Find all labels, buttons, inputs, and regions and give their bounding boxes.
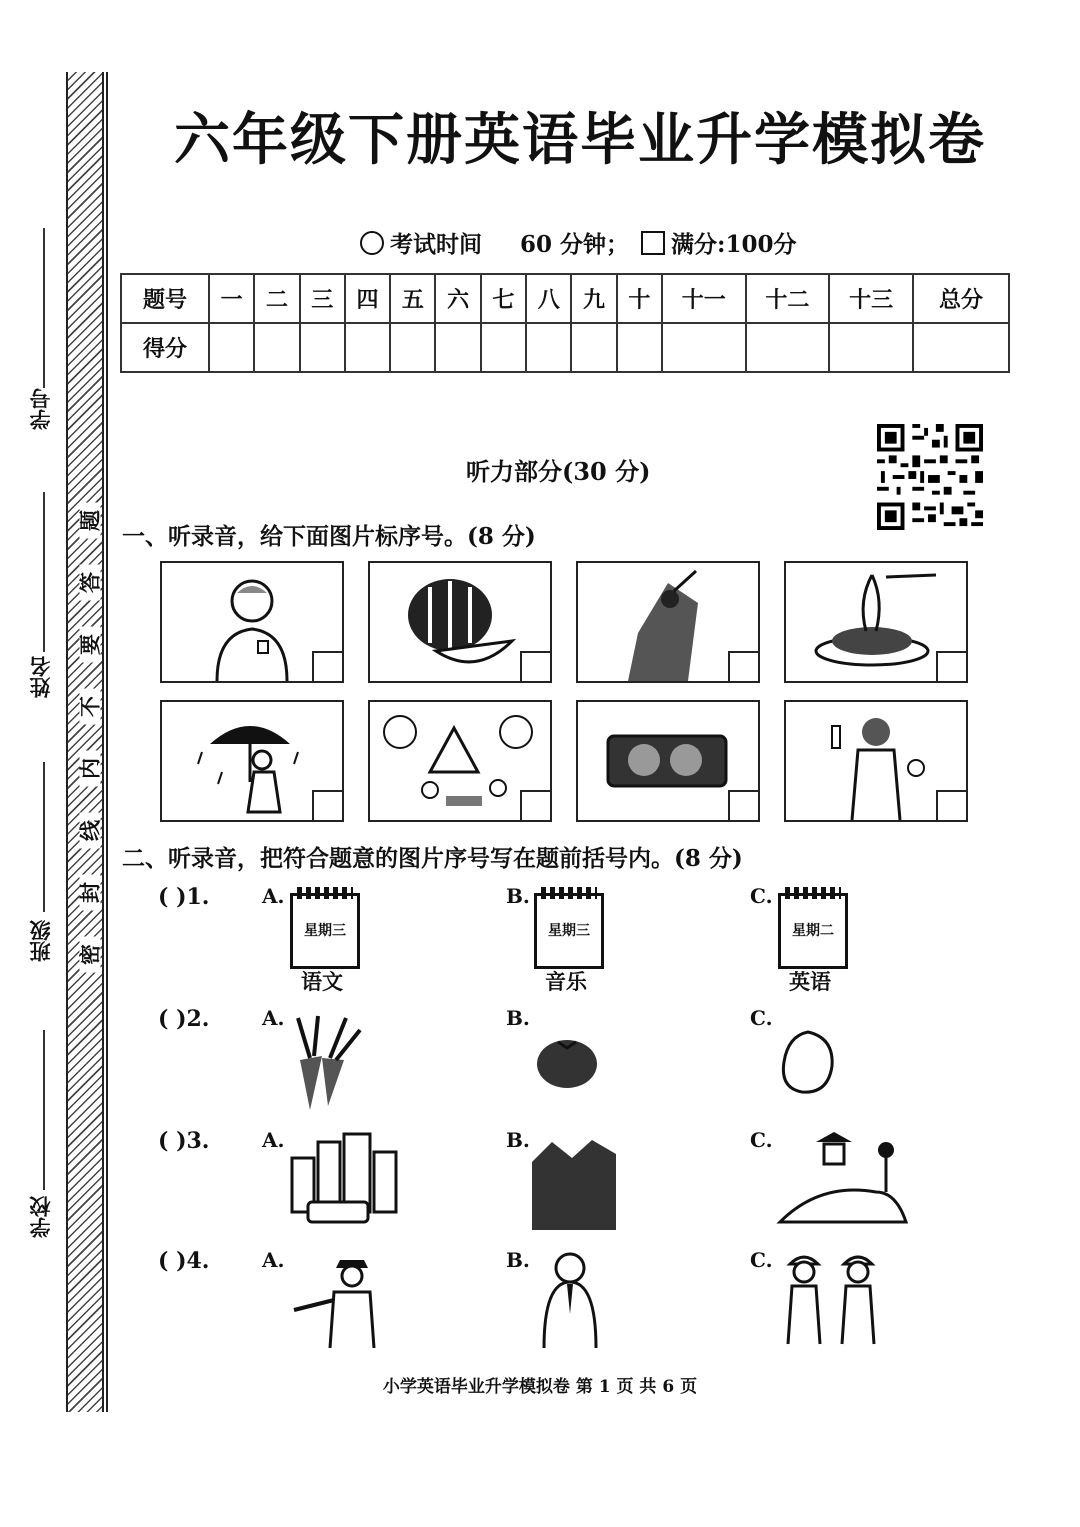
calendar-icon (290, 893, 360, 969)
time-label: 考试时间 (390, 231, 482, 258)
grandpa-picture (160, 561, 344, 683)
option-letter: A. (262, 1006, 285, 1030)
seal-char: 题 (80, 503, 101, 539)
table-cell: 三 (300, 274, 345, 323)
option-letter: B. (506, 1248, 530, 1272)
option-letter: C. (750, 884, 773, 908)
section1-title: 一、听录音，给下面图片标序号。(8 分) (122, 523, 536, 550)
score-cell[interactable] (617, 323, 662, 372)
score-cell[interactable] (435, 323, 480, 372)
calendar-day: 星期三 (304, 923, 346, 939)
answer-box[interactable] (312, 790, 342, 820)
option-letter: A. (262, 1128, 285, 1152)
class-underline (43, 762, 45, 912)
score-label: 满分:100分 (671, 231, 797, 258)
watermelon-picture (368, 561, 552, 683)
calendar-icon (534, 893, 604, 969)
noodles-picture (784, 561, 968, 683)
park-picture (776, 1132, 916, 1228)
answer-paren[interactable]: ( )1. (158, 884, 210, 910)
score-cell[interactable] (662, 323, 746, 372)
paper-icon (641, 231, 665, 255)
option-letter: B. (506, 1006, 530, 1030)
option-letter: C. (750, 1248, 773, 1272)
binding-margin-hatch (66, 72, 104, 1412)
answer-paren[interactable]: ( )2. (158, 1006, 210, 1032)
table-cell: 题号 (121, 274, 209, 323)
city-picture (288, 1132, 410, 1228)
option-letter: C. (750, 1128, 773, 1152)
answer-box[interactable] (520, 790, 550, 820)
table-cell: 八 (526, 274, 571, 323)
seal-char: 要 (80, 627, 101, 663)
seal-char: 密 (80, 937, 101, 973)
score-cell[interactable] (254, 323, 299, 372)
tomato-picture (534, 1034, 600, 1090)
option-letter: B. (506, 884, 530, 908)
table-cell: 总分 (913, 274, 1009, 323)
camping-picture (368, 700, 552, 822)
school-underline (43, 1030, 45, 1190)
score-cell[interactable] (481, 323, 526, 372)
name-underline (43, 492, 45, 652)
score-cell[interactable] (571, 323, 616, 372)
score-cell[interactable] (300, 323, 345, 372)
answer-box[interactable] (936, 651, 966, 681)
name-label: 姓名 (28, 656, 53, 698)
seal-char: 答 (80, 565, 101, 601)
seal-char: 线 (80, 813, 101, 849)
calendar-day: 星期三 (548, 923, 590, 939)
rain-umbrella-picture (160, 700, 344, 822)
clock-icon (360, 231, 384, 255)
countryside-picture (532, 1132, 616, 1230)
section2-title: 二、听录音，把符合题意的图片序号写在题前括号内。(8 分) (122, 845, 743, 872)
climbing-picture (576, 561, 760, 683)
seal-char: 不 (80, 689, 101, 725)
score-table (120, 273, 1010, 373)
table-cell: 五 (390, 274, 435, 323)
table-cell: 四 (345, 274, 390, 323)
table-cell: 六 (435, 274, 480, 323)
score-cell[interactable] (209, 323, 254, 372)
answer-box[interactable] (728, 651, 758, 681)
calendar-subject: 英语 (789, 969, 831, 994)
seal-char: 封 (80, 875, 101, 911)
workers-picture (774, 1248, 890, 1348)
police-officer-picture (290, 1252, 410, 1348)
time-value: 60 分钟； (520, 231, 630, 258)
calendar-subject: 音乐 (545, 969, 587, 994)
page-footer: 小学英语毕业升学模拟卷 第 1 页 共 6 页 (382, 1377, 698, 1397)
table-cell: 十一 (662, 274, 746, 323)
student-id-label: 学号 (28, 388, 53, 430)
option-letter: A. (262, 884, 285, 908)
calendar-icon (778, 893, 848, 969)
answer-box[interactable] (936, 790, 966, 820)
table-cell: 九 (571, 274, 616, 323)
class-label: 班级 (28, 920, 53, 962)
margin-border-line (106, 72, 108, 1412)
option-letter: B. (506, 1128, 530, 1152)
answer-box[interactable] (728, 790, 758, 820)
qr-code-icon (876, 424, 984, 530)
answer-paren[interactable]: ( )3. (158, 1128, 210, 1154)
carrot-picture (280, 1010, 370, 1114)
seal-char: 内 (80, 751, 101, 787)
option-letter: C. (750, 1006, 773, 1030)
table-cell: 一 (209, 274, 254, 323)
scientist-picture (784, 700, 968, 822)
listening-header: 听力部分(30 分) (466, 457, 651, 486)
score-table-score-row (121, 323, 1009, 372)
table-cell: 十三 (829, 274, 913, 323)
mooncake-box-picture (576, 700, 760, 822)
answer-box[interactable] (520, 651, 550, 681)
student-id-underline (43, 228, 45, 388)
businessman-picture (534, 1248, 606, 1350)
score-cell[interactable] (390, 323, 435, 372)
table-cell: 二 (254, 274, 299, 323)
calendar-subject: 语文 (301, 969, 343, 994)
answer-paren[interactable]: ( )4. (158, 1248, 210, 1274)
score-cell[interactable] (829, 323, 913, 372)
score-cell[interactable] (526, 323, 571, 372)
table-cell: 十二 (746, 274, 830, 323)
total-score-cell[interactable] (913, 323, 1009, 372)
score-table-header-row (121, 274, 1009, 323)
score-cell[interactable] (345, 323, 390, 372)
table-cell: 七 (481, 274, 526, 323)
table-cell: 得分 (121, 323, 209, 372)
school-label: 学校 (28, 1196, 53, 1238)
exam-title: 六年级下册英语毕业升学模拟卷 (174, 107, 986, 173)
answer-box[interactable] (312, 651, 342, 681)
score-cell[interactable] (746, 323, 830, 372)
option-letter: A. (262, 1248, 285, 1272)
table-cell: 十 (617, 274, 662, 323)
potato-picture (778, 1026, 838, 1096)
exam-info (360, 226, 803, 259)
calendar-day: 星期二 (792, 923, 834, 939)
